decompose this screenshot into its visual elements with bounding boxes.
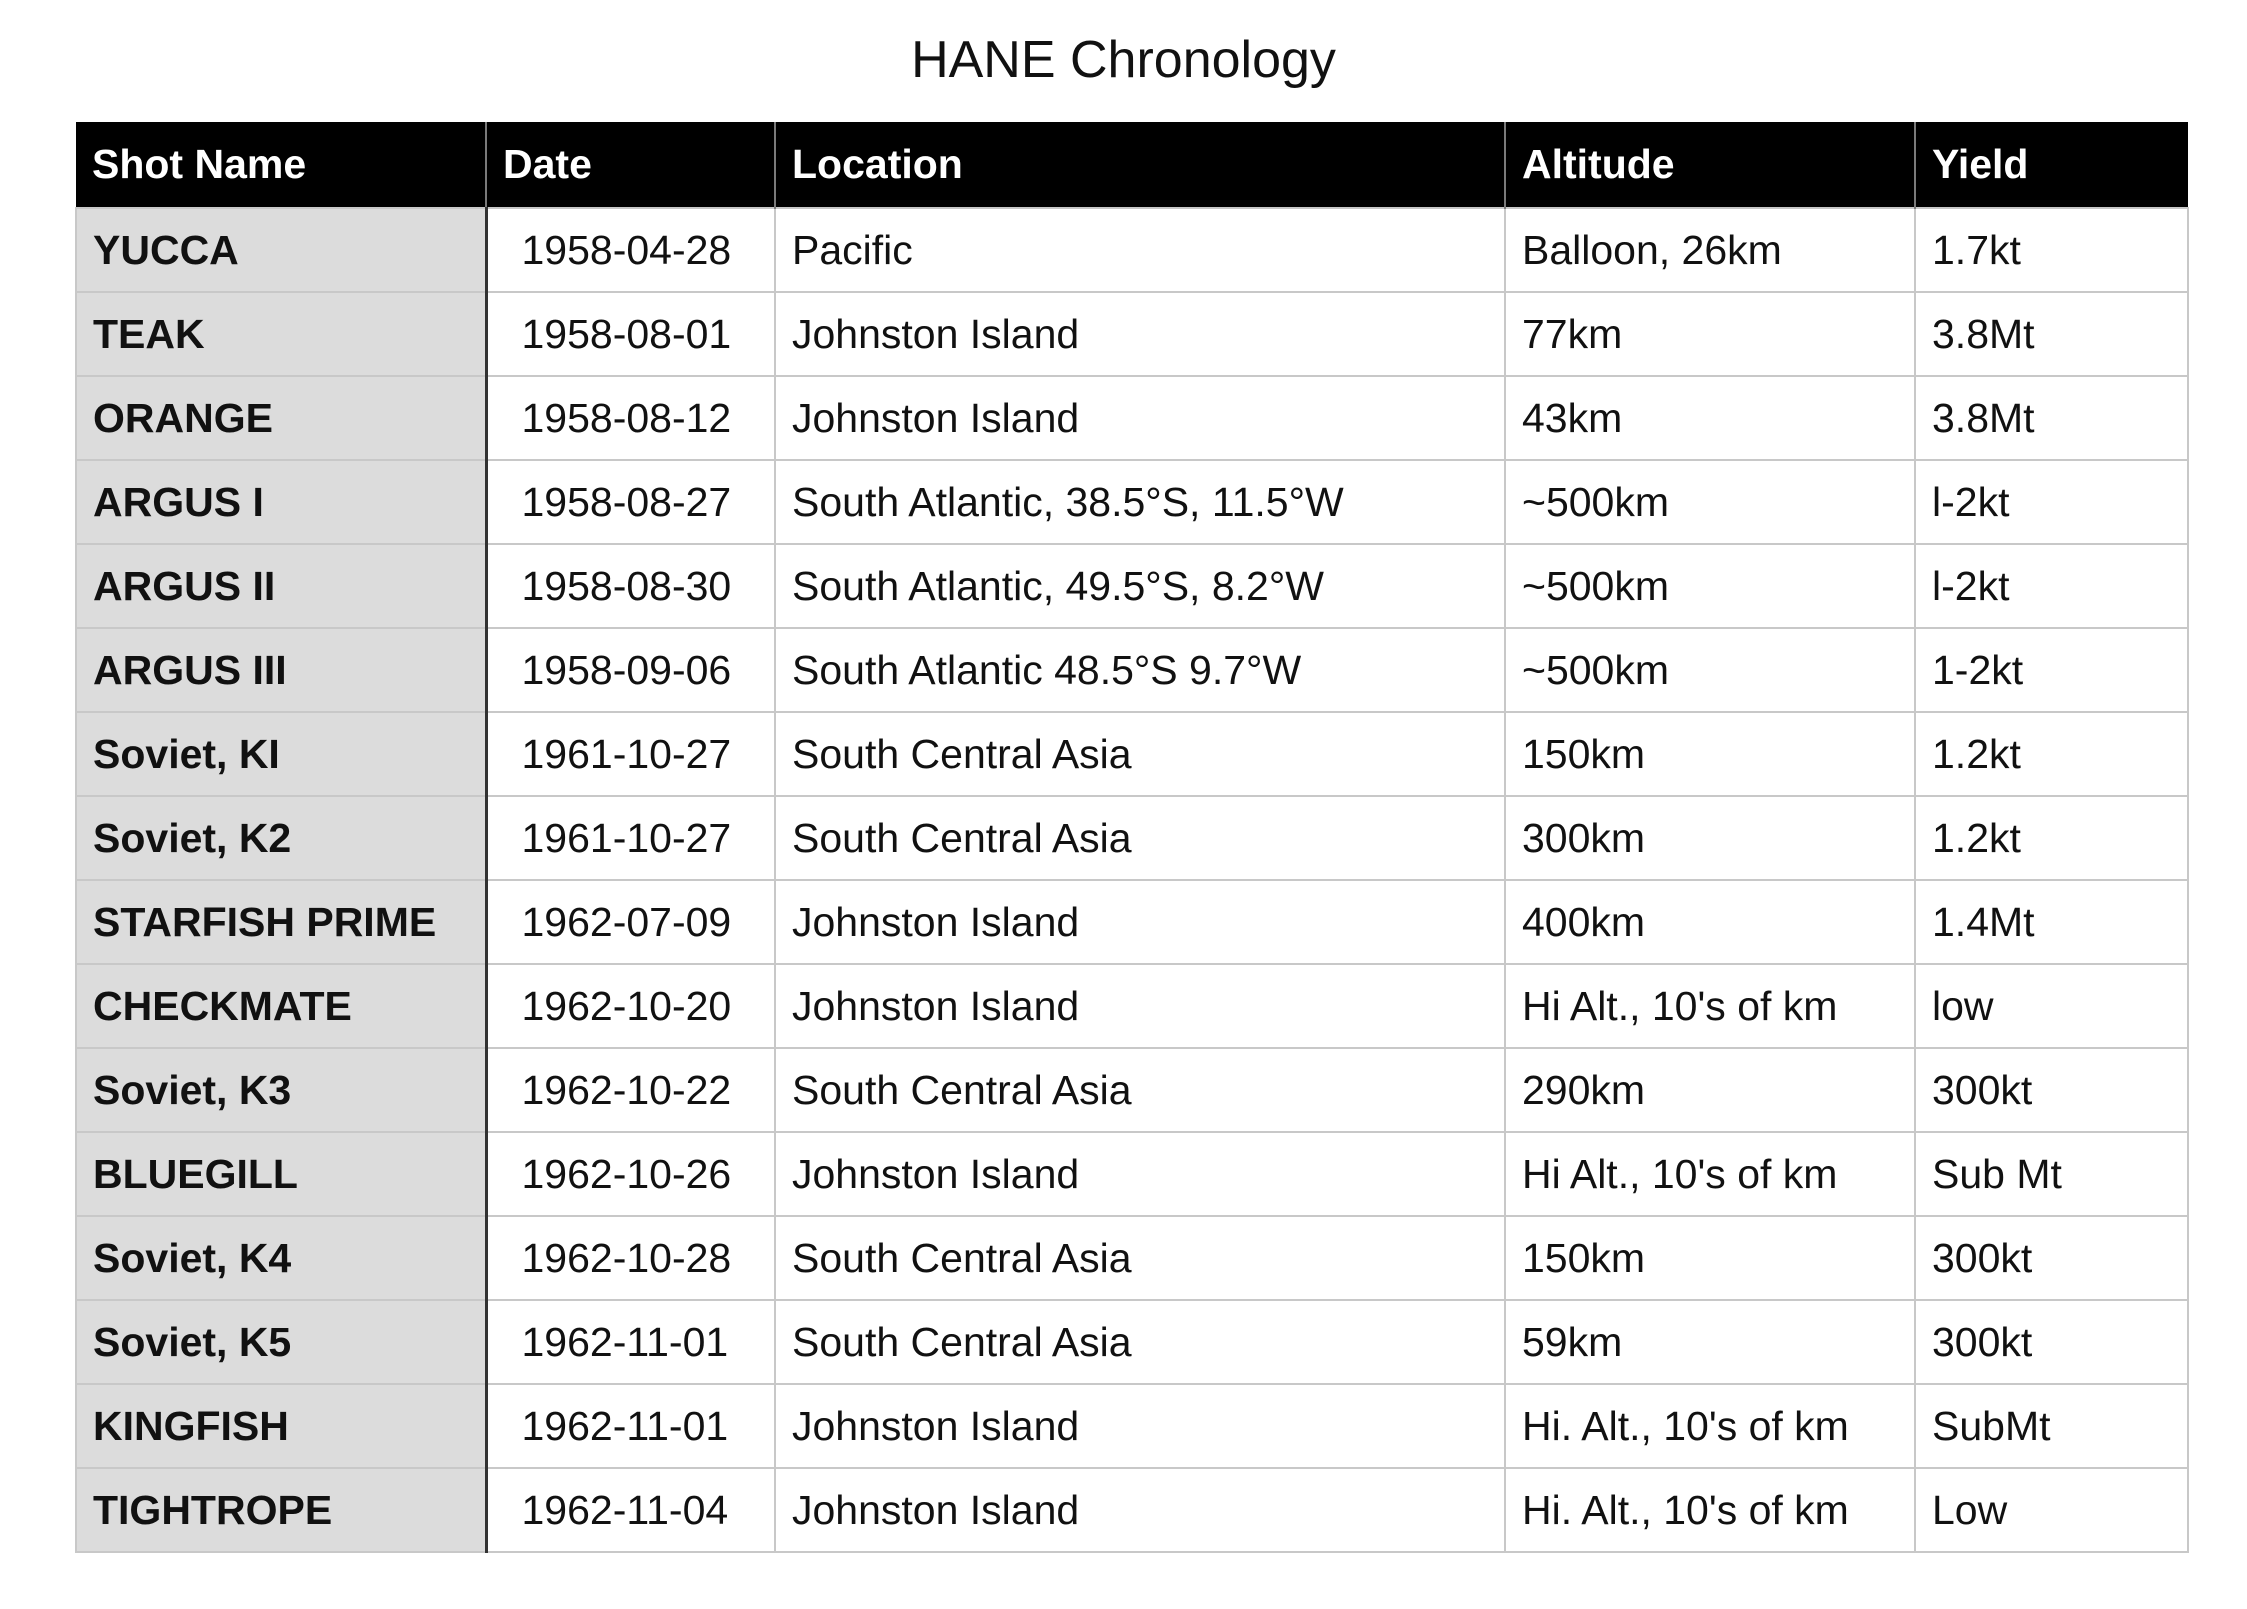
yield-cell: Sub Mt xyxy=(1915,1132,2188,1216)
location-cell: Johnston Island xyxy=(775,880,1505,964)
table-row xyxy=(76,628,2188,712)
altitude-cell: 59km xyxy=(1505,1300,1915,1384)
table-row xyxy=(76,1468,2188,1552)
date-cell: 1962-11-01 xyxy=(486,1300,775,1384)
yield-cell: 300kt xyxy=(1915,1300,2188,1384)
altitude-cell: 43km xyxy=(1505,376,1915,460)
yield-cell: Low xyxy=(1915,1468,2188,1552)
table-row xyxy=(76,292,2188,376)
altitude-cell: 400km xyxy=(1505,880,1915,964)
date-cell: 1962-10-26 xyxy=(486,1132,775,1216)
shot-name-cell: BLUEGILL xyxy=(76,1132,486,1216)
date-cell: 1958-08-27 xyxy=(486,460,775,544)
shot-name-cell: Soviet, K2 xyxy=(76,796,486,880)
date-cell: 1958-08-12 xyxy=(486,376,775,460)
shot-name-cell: Soviet, KI xyxy=(76,712,486,796)
header-row xyxy=(76,122,2188,208)
location-cell: South Central Asia xyxy=(775,1216,1505,1300)
altitude-cell: Hi. Alt., 10's of km xyxy=(1505,1384,1915,1468)
location-cell: South Atlantic 48.5°S 9.7°W xyxy=(775,628,1505,712)
altitude-cell: ~500km xyxy=(1505,460,1915,544)
header-location: Location xyxy=(775,122,1505,208)
table-row xyxy=(76,1384,2188,1468)
header-altitude: Altitude xyxy=(1505,122,1915,208)
shot-name-cell: ARGUS I xyxy=(76,460,486,544)
shot-name-cell: KINGFISH xyxy=(76,1384,486,1468)
altitude-cell: ~500km xyxy=(1505,628,1915,712)
location-cell: South Central Asia xyxy=(775,712,1505,796)
shot-name-cell: ORANGE xyxy=(76,376,486,460)
table-row xyxy=(76,208,2188,292)
location-cell: Johnston Island xyxy=(775,292,1505,376)
location-cell: Johnston Island xyxy=(775,1468,1505,1552)
table-row xyxy=(76,1300,2188,1384)
table-row xyxy=(76,712,2188,796)
altitude-cell: 150km xyxy=(1505,712,1915,796)
table-row xyxy=(76,964,2188,1048)
header-shot-name: Shot Name xyxy=(76,122,486,208)
location-cell: South Central Asia xyxy=(775,1300,1505,1384)
altitude-cell: Balloon, 26km xyxy=(1505,208,1915,292)
location-cell: South Central Asia xyxy=(775,796,1505,880)
yield-cell: SubMt xyxy=(1915,1384,2188,1468)
shot-name-cell: TIGHTROPE xyxy=(76,1468,486,1552)
table-header xyxy=(76,122,2188,208)
altitude-cell: Hi. Alt., 10's of km xyxy=(1505,1468,1915,1552)
location-cell: South Central Asia xyxy=(775,1048,1505,1132)
yield-cell: 1.2kt xyxy=(1915,796,2188,880)
date-cell: 1962-10-22 xyxy=(486,1048,775,1132)
yield-cell: 1.7kt xyxy=(1915,208,2188,292)
yield-cell: 1.2kt xyxy=(1915,712,2188,796)
yield-cell: 300kt xyxy=(1915,1048,2188,1132)
date-cell: 1962-11-01 xyxy=(486,1384,775,1468)
date-cell: 1962-10-28 xyxy=(486,1216,775,1300)
yield-cell: l-2kt xyxy=(1915,460,2188,544)
yield-cell: l-2kt xyxy=(1915,544,2188,628)
shot-name-cell: Soviet, K3 xyxy=(76,1048,486,1132)
table-row xyxy=(76,1132,2188,1216)
header-date: Date xyxy=(486,122,775,208)
date-cell: 1958-08-30 xyxy=(486,544,775,628)
table-row xyxy=(76,1048,2188,1132)
location-cell: Pacific xyxy=(775,208,1505,292)
date-cell: 1962-07-09 xyxy=(486,880,775,964)
shot-name-cell: CHECKMATE xyxy=(76,964,486,1048)
yield-cell: 300kt xyxy=(1915,1216,2188,1300)
shot-name-cell: STARFISH PRIME xyxy=(76,880,486,964)
shot-name-cell: TEAK xyxy=(76,292,486,376)
location-cell: Johnston Island xyxy=(775,1384,1505,1468)
table-row xyxy=(76,544,2188,628)
date-cell: 1958-09-06 xyxy=(486,628,775,712)
table-row xyxy=(76,1216,2188,1300)
altitude-cell: 290km xyxy=(1505,1048,1915,1132)
table-row xyxy=(76,880,2188,964)
date-cell: 1962-11-04 xyxy=(486,1468,775,1552)
yield-cell: 3.8Mt xyxy=(1915,292,2188,376)
location-cell: Johnston Island xyxy=(775,376,1505,460)
altitude-cell: Hi Alt., 10's of km xyxy=(1505,1132,1915,1216)
shot-name-cell: ARGUS II xyxy=(76,544,486,628)
altitude-cell: 150km xyxy=(1505,1216,1915,1300)
shot-name-cell: Soviet, K4 xyxy=(76,1216,486,1300)
table-row xyxy=(76,460,2188,544)
page-title: HANE Chronology xyxy=(911,31,1336,89)
shot-name-cell: YUCCA xyxy=(76,208,486,292)
location-cell: Johnston Island xyxy=(775,964,1505,1048)
table-body xyxy=(76,208,2188,1552)
table-row xyxy=(76,376,2188,460)
date-cell: 1958-08-01 xyxy=(486,292,775,376)
yield-cell: 3.8Mt xyxy=(1915,376,2188,460)
altitude-cell: 77km xyxy=(1505,292,1915,376)
shot-name-cell: ARGUS III xyxy=(76,628,486,712)
location-cell: Johnston Island xyxy=(775,1132,1505,1216)
altitude-cell: Hi Alt., 10's of km xyxy=(1505,964,1915,1048)
location-cell: South Atlantic, 49.5°S, 8.2°W xyxy=(775,544,1505,628)
date-cell: 1962-10-20 xyxy=(486,964,775,1048)
header-yield: Yield xyxy=(1915,122,2188,208)
date-cell: 1961-10-27 xyxy=(486,796,775,880)
yield-cell: 1-2kt xyxy=(1915,628,2188,712)
altitude-cell: ~500km xyxy=(1505,544,1915,628)
date-cell: 1961-10-27 xyxy=(486,712,775,796)
location-cell: South Atlantic, 38.5°S, 11.5°W xyxy=(775,460,1505,544)
date-cell: 1958-04-28 xyxy=(486,208,775,292)
yield-cell: 1.4Mt xyxy=(1915,880,2188,964)
altitude-cell: 300km xyxy=(1505,796,1915,880)
hane-chronology-table xyxy=(75,122,2189,1553)
table-row xyxy=(76,796,2188,880)
yield-cell: low xyxy=(1915,964,2188,1048)
shot-name-cell: Soviet, K5 xyxy=(76,1300,486,1384)
